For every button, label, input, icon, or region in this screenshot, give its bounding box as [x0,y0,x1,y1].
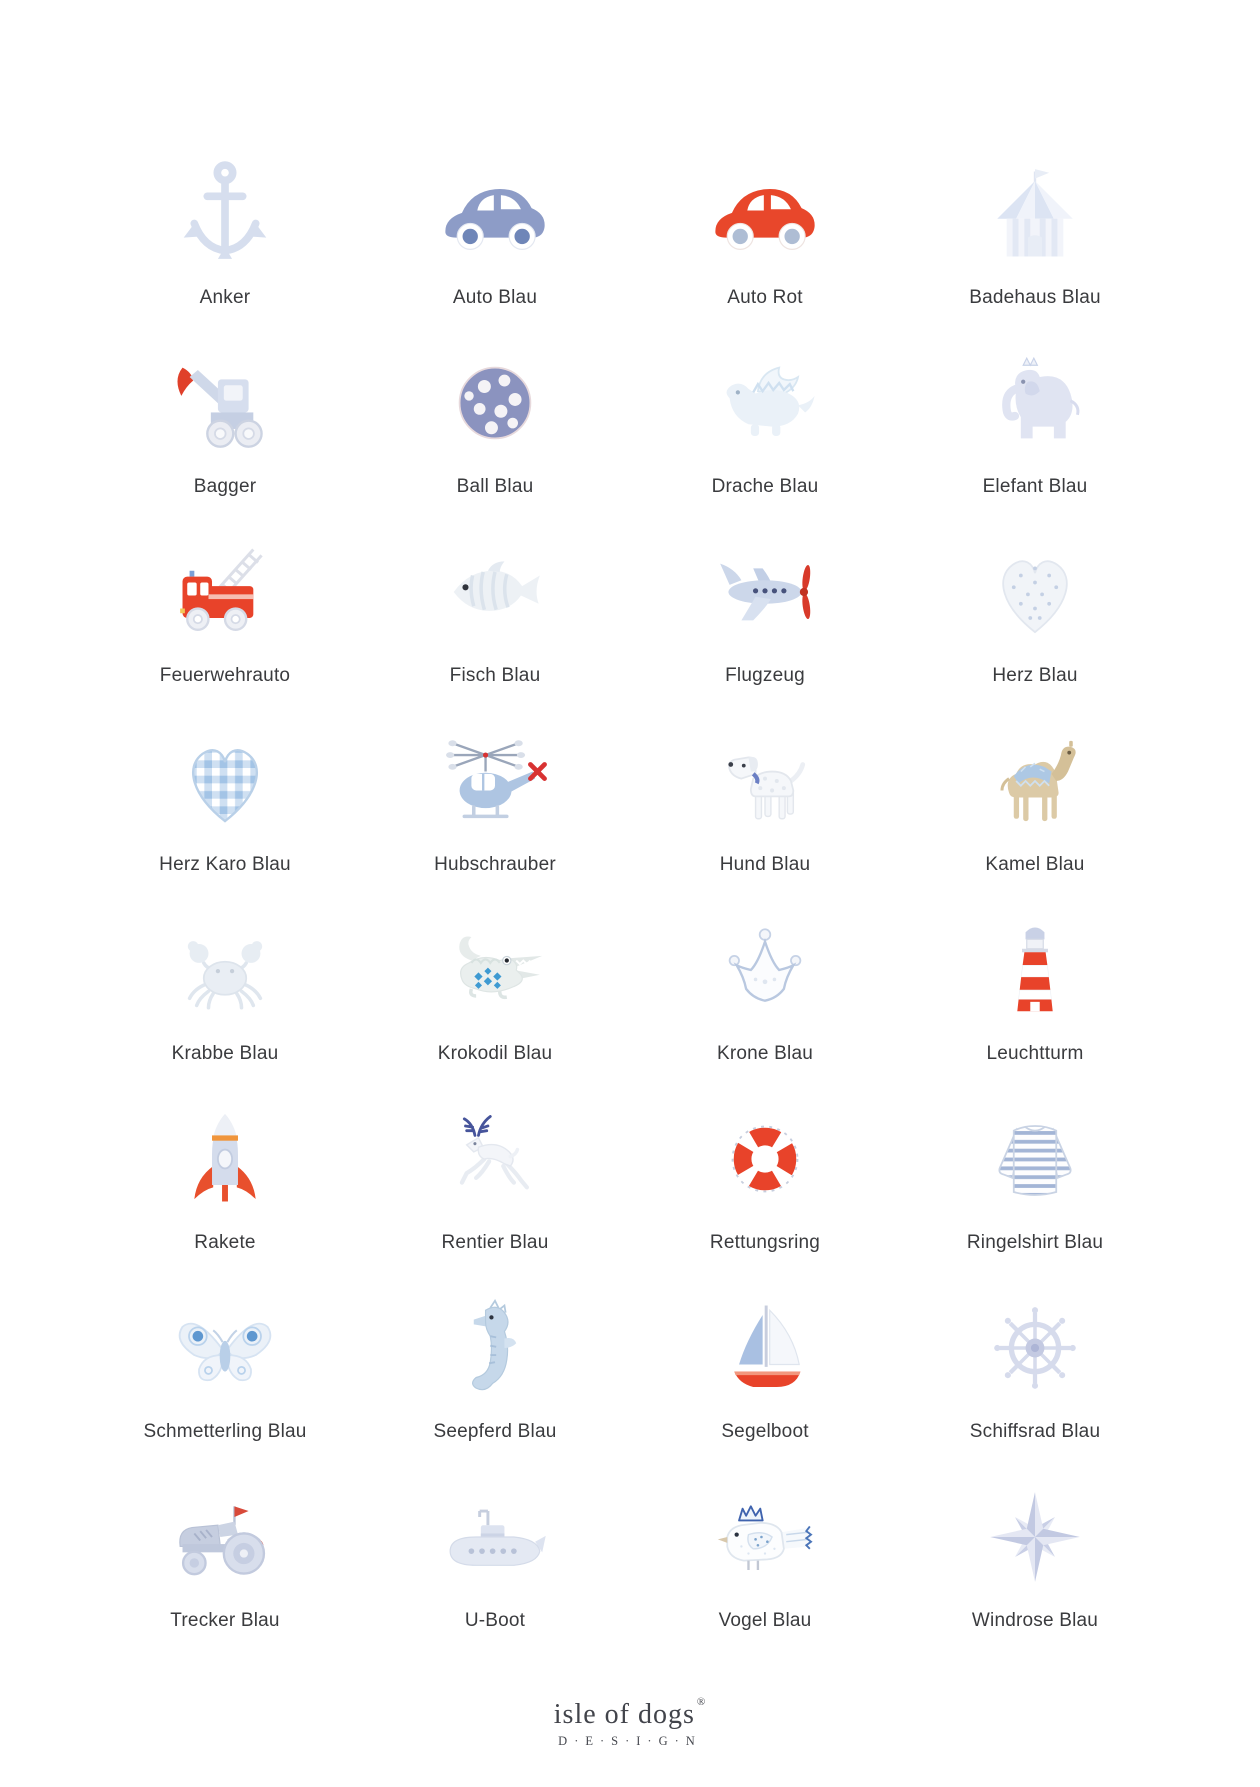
motif-item [90,522,360,711]
motif-item [90,1467,360,1656]
motif-label: Krokodil Blau [437,1043,553,1064]
car-blue-icon [360,144,630,284]
motif-label: Ball Blau [456,476,534,497]
bathhouse-icon [900,144,1170,284]
motif-item [360,711,630,900]
motif-item [630,900,900,1089]
motif-item [630,711,900,900]
dog-icon [630,711,900,851]
motif-item [630,144,900,333]
fire-truck-icon [90,522,360,662]
brand-logo [0,1696,1260,1731]
heart-gingham-icon [90,711,360,851]
fish-icon [360,522,630,662]
brand-name: isle of dogs [553,1699,695,1730]
anchor-icon [90,144,360,284]
butterfly-icon [90,1278,360,1418]
motif-item [360,1089,630,1278]
motif-item [90,711,360,900]
seahorse-icon [360,1278,630,1418]
car-red-icon [630,144,900,284]
striped-shirt-icon [900,1089,1170,1229]
tractor-icon [90,1467,360,1607]
motif-item [900,1278,1170,1467]
motif-item [360,522,630,711]
motif-item [360,333,630,522]
motif-label: Fisch Blau [449,665,541,686]
motif-item [90,900,360,1089]
motif-label: Vogel Blau [718,1610,812,1631]
compass-rose-icon [900,1467,1170,1607]
motif-label: U-Boot [464,1610,526,1631]
reindeer-icon [360,1089,630,1229]
submarine-icon [360,1467,630,1607]
motif-label: Kamel Blau [985,854,1085,875]
crown-icon [630,900,900,1040]
motif-item [360,1278,630,1467]
motif-label: Herz Blau [992,665,1078,686]
life-ring-icon [630,1089,900,1229]
motif-label: Schiffsrad Blau [969,1421,1101,1442]
motif-label: Segelboot [721,1421,809,1442]
motif-item [900,711,1170,900]
crocodile-icon [360,900,630,1040]
motif-item [900,522,1170,711]
motif-label: Badehaus Blau [969,287,1101,308]
motif-label: Elefant Blau [982,476,1088,497]
motif-item [360,1467,630,1656]
motif-item [630,1467,900,1656]
motif-label: Flugzeug [725,665,805,686]
motif-label: Seepferd Blau [433,1421,557,1442]
motif-item [630,1278,900,1467]
heart-dotted-icon [900,522,1170,662]
motif-label: Auto Rot [727,287,803,308]
motif-label: Anker [199,287,251,308]
motif-label: Rentier Blau [441,1232,549,1253]
elephant-icon [900,333,1170,473]
motif-label: Krabbe Blau [171,1043,279,1064]
motif-label: Drache Blau [711,476,819,497]
bird-icon [630,1467,900,1607]
motif-item [90,333,360,522]
motif-item [900,1467,1170,1656]
motif-item [630,333,900,522]
rocket-icon [90,1089,360,1229]
ball-icon [360,333,630,473]
motif-item [900,1089,1170,1278]
dragon-icon [630,333,900,473]
camel-icon [900,711,1170,851]
motif-item [900,900,1170,1089]
motif-label: Bagger [193,476,257,497]
motif-grid [90,0,1170,1656]
crab-icon [90,900,360,1040]
registered-trademark-icon: ® [696,1696,707,1708]
motif-item [90,1278,360,1467]
motif-label: Krone Blau [716,1043,813,1064]
sailboat-icon [630,1278,900,1418]
motif-label: Herz Karo Blau [159,854,291,875]
motif-item [900,333,1170,522]
ships-wheel-icon [900,1278,1170,1418]
motif-label: Auto Blau [452,287,538,308]
excavator-icon [90,333,360,473]
motif-label: Rakete [194,1232,256,1253]
helicopter-icon [360,711,630,851]
motif-label: Hubschrauber [434,854,556,875]
motif-label: Hund Blau [719,854,811,875]
motif-label: Trecker Blau [170,1610,280,1631]
motif-label: Feuerwehrauto [159,665,291,686]
brand-subtitle: D·E·S·I·G·N [558,1734,702,1748]
airplane-icon [630,522,900,662]
lighthouse-icon [900,900,1170,1040]
motif-label: Rettungsring [709,1232,821,1253]
motif-item [630,1089,900,1278]
motif-item [90,1089,360,1278]
motif-label: Schmetterling Blau [143,1421,307,1442]
motif-item [360,900,630,1089]
motif-item [360,144,630,333]
motif-item [90,144,360,333]
motif-item [900,144,1170,333]
motif-label: Windrose Blau [971,1610,1099,1631]
footer [0,1696,1260,1749]
motif-label: Leuchtturm [986,1043,1084,1064]
motif-item [630,522,900,711]
motif-label: Ringelshirt Blau [966,1232,1104,1253]
